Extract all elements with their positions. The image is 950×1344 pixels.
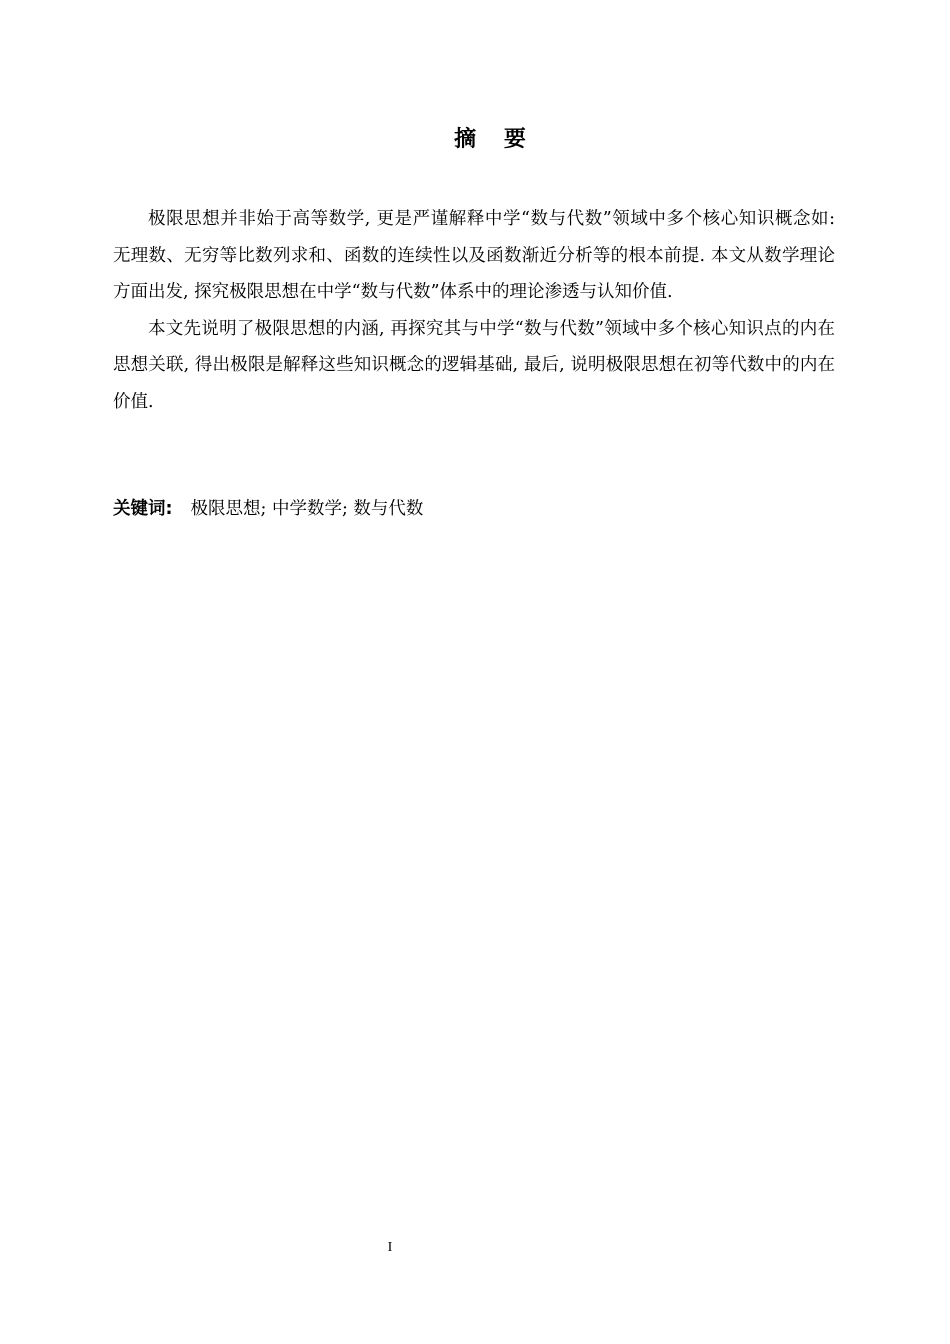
abstract-paragraph-1: 极限思想并非始于高等数学, 更是严谨解释中学“数与代数”领域中多个核心知识概念如: 无理数、无穷等比数列求和、函数的连续性以及函数渐近分析等的根本前提. 本文从数学理论方面出发, 探究极限思想在中学“数与代数”体系中的理论渗透与认知价值. (113, 209, 835, 302)
keywords-value: 极限思想; 中学数学; 数与代数 (190, 499, 424, 519)
abstract-title: 摘 要 (454, 127, 536, 152)
abstract-body (113, 201, 835, 420)
keywords-line (113, 494, 835, 524)
abstract-paragraph-2: 本文先说明了极限思想的内涵, 再探究其与中学“数与代数”领域中多个核心知识点的内在思想关联, 得出极限是解释这些知识概念的逻辑基础, 最后, 说明极限思想在初等代数中的内在价值. (113, 318, 835, 412)
keywords-label: 关键词: (113, 499, 173, 519)
page-number: I (387, 1240, 393, 1255)
